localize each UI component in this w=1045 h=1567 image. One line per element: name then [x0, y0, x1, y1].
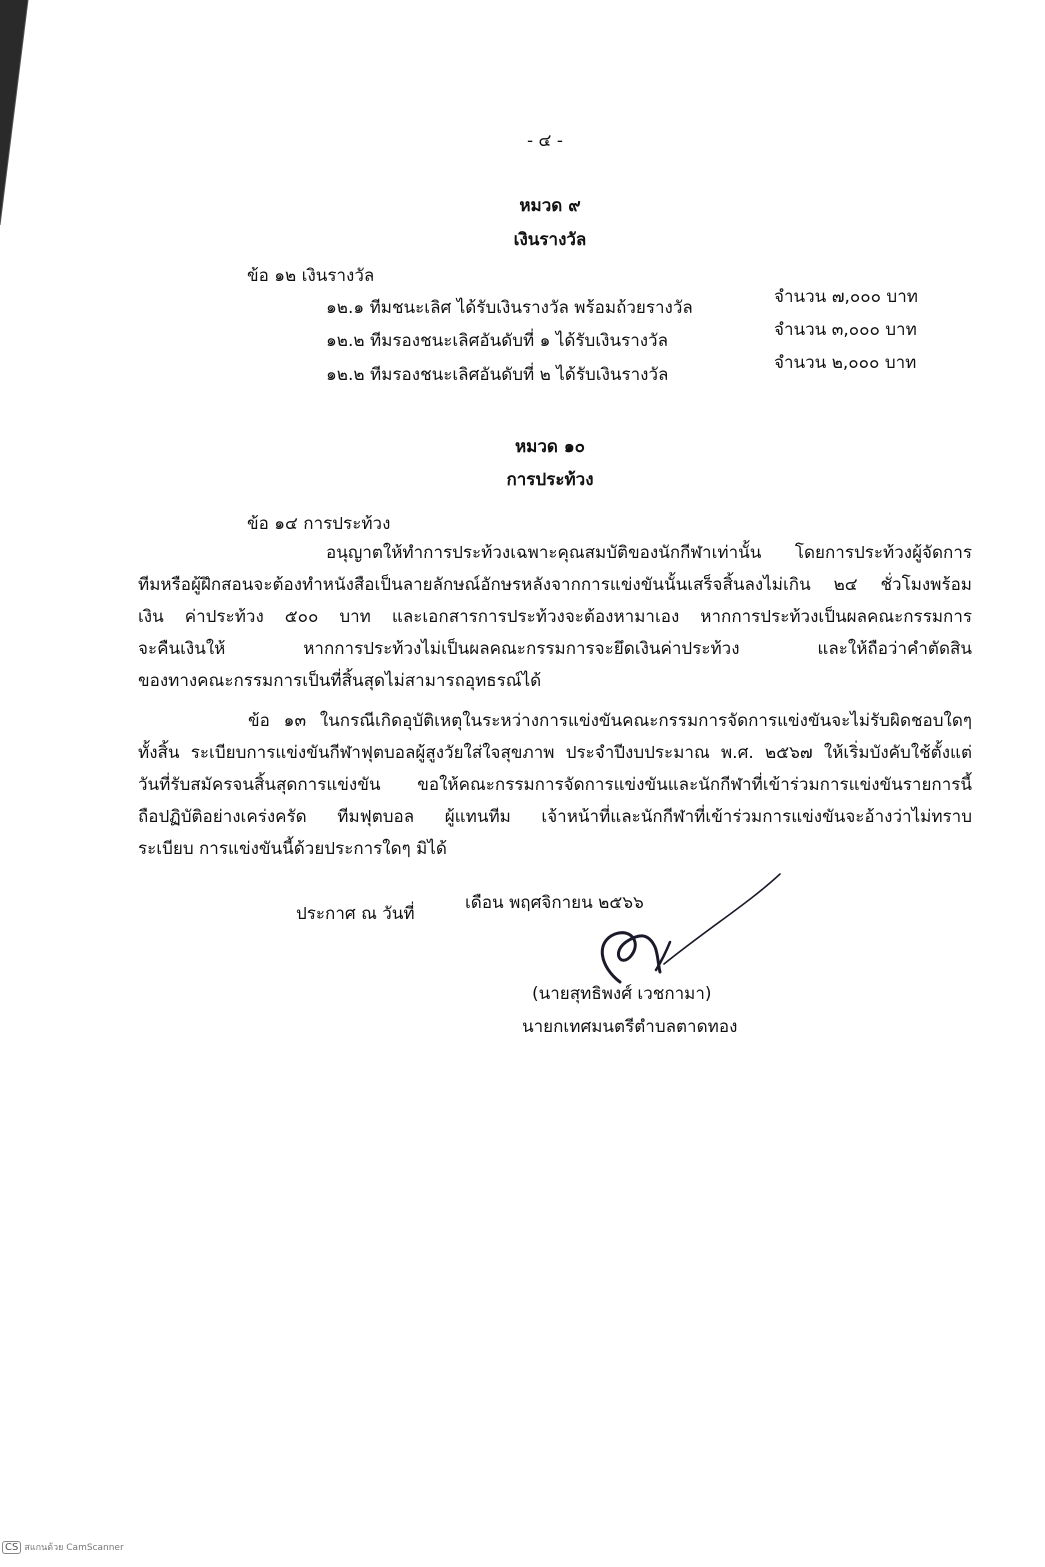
- accident-line-1: ข้อ ๑๓ ในกรณีเกิดอุบัติเหตุในระหว่างการแข่งขันคณะกรรมการจัดการแข่งขันจะไม่รับผิดชอบใดๆ: [248, 711, 972, 731]
- scanner-footer: [2, 1540, 124, 1554]
- prize-amount-1: จำนวน ๗,๐๐๐ บาท: [774, 287, 918, 307]
- chapter9-heading: หมวด ๙: [519, 196, 581, 216]
- page-number: - ๔ -: [527, 131, 563, 151]
- announcement-date: เดือน พฤศจิกายน ๒๕๖๖: [465, 893, 644, 913]
- protest-paragraph: [138, 537, 972, 697]
- accident-paragraph: [138, 705, 972, 865]
- signatory-name: (นายสุทธิพงศ์ เวชกามา): [532, 984, 712, 1004]
- announcement-prefix: ประกาศ ณ วันที่: [296, 904, 415, 924]
- prize-item-3: ๑๒.๒ ทีมรองชนะเลิศอันดับที่ ๒ ได้รับเงินรางวัล: [326, 365, 669, 385]
- accident-line-5: ระเบียบ การแข่งขันนี้ด้วยประการใดๆ มิได้: [138, 839, 447, 859]
- accident-line-4: ถือปฏิบัติอย่างเคร่งครัด ทีมฟุตบอล ผู้แทนทีม เจ้าหน้าที่และนักกีฬาที่เข้าร่วมการแข่งขันจะอ้างว่าไม่ทราบ: [138, 807, 972, 827]
- accident-line-2: ทั้งสิ้น ระเบียบการแข่งขันกีฬาฟุตบอลผู้สูงวัยใส่ใจสุขภาพ ประจำปีงบประมาณ พ.ศ. ๒๕๖๗ ให้เริ่มบังคับใช้ตั้งแต่: [138, 743, 972, 763]
- protest-line-4: จะคืนเงินให้ หากการประท้วงไม่เป็นผลคณะกรรมการจะยึดเงินค่าประท้วง และให้ถือว่าคำตัดสิน: [138, 639, 972, 659]
- page-edge-shadow: [0, 0, 60, 240]
- camscanner-logo-icon: CS: [2, 1541, 21, 1554]
- protest-line-2: ทีมหรือผู้ฝึกสอนจะต้องทำหนังสือเป็นลายลักษณ์อักษรหลังจากการแข่งขันนั้นเสร็จสิ้นลงไม่เกิน ๒๔ ชั่วโมงพร้อม: [138, 575, 972, 595]
- chapter10-heading: หมวด ๑๐: [514, 437, 586, 457]
- prize-item-2: ๑๒.๒ ทีมรองชนะเลิศอันดับที่ ๑ ได้รับเงินรางวัล: [326, 331, 669, 351]
- protest-line-5: ของทางคณะกรรมการเป็นที่สิ้นสุดไม่สามารถอุทธรณ์ได้: [138, 671, 542, 691]
- protest-line-1: อนุญาตให้ทำการประท้วงเฉพาะคุณสมบัติของนักกีฬาเท่านั้น โดยการประท้วงผู้จัดการ: [326, 543, 972, 563]
- protest-line-3: เงิน ค่าประท้วง ๕๐๐ บาท และเอกสารการประท้วงจะต้องหามาเอง หากการประท้วงเป็นผลคณะกรรมการ: [138, 607, 972, 627]
- signatory-position: นายกเทศมนตรีตำบลตาดทอง: [522, 1017, 738, 1037]
- clause-12-title: ข้อ ๑๒ เงินรางวัล: [247, 266, 375, 286]
- prize-amount-2: จำนวน ๓,๐๐๐ บาท: [774, 320, 917, 340]
- prize-amount-3: จำนวน ๒,๐๐๐ บาท: [774, 353, 917, 373]
- chapter9-subheading: เงินรางวัล: [513, 230, 587, 250]
- chapter10-subheading: การประท้วง: [506, 470, 594, 490]
- scanner-footer-text: สแกนด้วย CamScanner: [24, 1543, 124, 1553]
- clause-14-title: ข้อ ๑๔ การประท้วง: [247, 514, 391, 534]
- accident-line-3: วันที่รับสมัครจนสิ้นสุดการแข่งขัน ขอให้คณะกรรมการจัดการแข่งขันและนักกีฬาที่เข้าร่วมการแข่งขันรายการนี้: [138, 775, 972, 795]
- signature-mark: [560, 872, 800, 992]
- prize-item-1: ๑๒.๑ ทีมชนะเลิศ ได้รับเงินรางวัล พร้อมถ้วยรางวัล: [326, 298, 693, 318]
